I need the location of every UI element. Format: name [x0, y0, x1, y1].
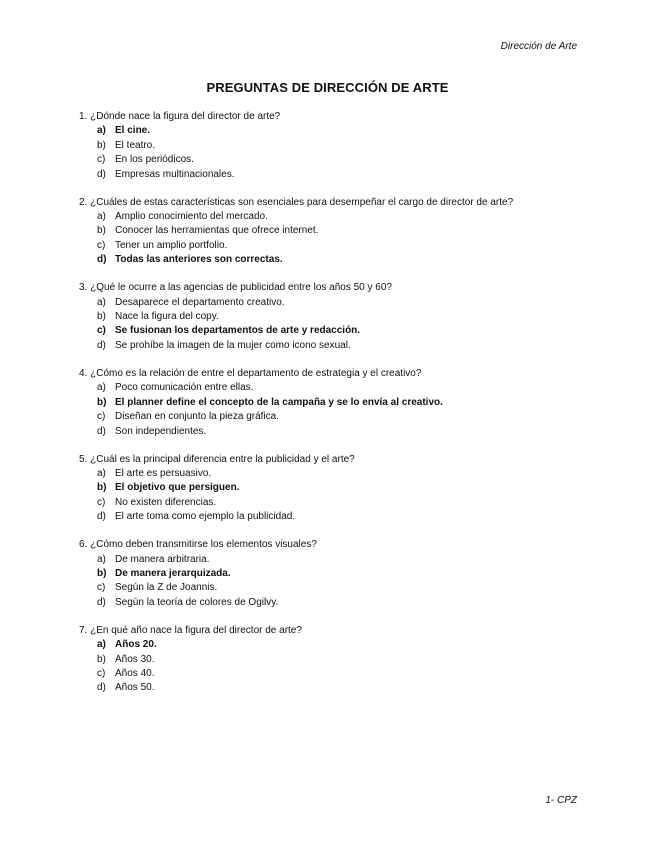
question-number: 7.: [79, 624, 88, 636]
answer-letter: b): [97, 225, 106, 237]
answer-letter: a): [97, 125, 106, 137]
question-number: 4.: [79, 367, 88, 379]
answer-text: El teatro.: [115, 139, 156, 151]
answer-letter: a): [97, 467, 106, 479]
answer-option: [79, 425, 579, 439]
answer-text: Todas las anteriores son correctas.: [115, 254, 283, 266]
answer-letter: a): [97, 553, 106, 565]
answer-option-correct: [79, 324, 579, 338]
answer-letter: d): [97, 425, 106, 437]
answer-text: Amplio conocimiento del mercado.: [115, 211, 268, 223]
answer-text: Desaparece el departamento creativo.: [115, 296, 285, 308]
answer-text: En los periódicos.: [115, 154, 194, 166]
answer-text: El objetivo que persiguen.: [115, 482, 240, 494]
question-label: ¿Dónde nace la figura del director de arte?: [90, 111, 281, 122]
answer-option: [79, 667, 579, 681]
answer-option: [79, 296, 579, 310]
answer-text: No existen diferencias.: [115, 496, 217, 508]
question-6: [79, 538, 579, 610]
answer-letter: a): [97, 296, 106, 308]
answer-text: Se fusionan los departamentos de arte y redacción.: [115, 325, 361, 337]
answer-text: Conocer las herramientas que ofrece internet.: [115, 225, 319, 237]
answer-list: [79, 296, 579, 354]
answer-letter: b): [97, 311, 106, 323]
question-label: ¿Cuáles de estas características son esenciales para desempeñar el cargo de director de arte?: [90, 196, 514, 208]
answer-text: Años 20.: [115, 639, 157, 651]
answer-text: Tener un amplio portfolio.: [115, 239, 228, 251]
answer-option: [79, 224, 579, 238]
answer-option: [79, 210, 579, 224]
answer-letter: b): [97, 396, 107, 408]
answer-option: [79, 653, 579, 667]
answer-letter: b): [97, 653, 106, 665]
answer-list: [79, 124, 579, 182]
answer-text: El arte es persuasivo.: [115, 467, 212, 479]
answer-text: Son independientes.: [115, 425, 207, 437]
answer-letter: d): [97, 682, 106, 694]
question-5: [79, 453, 579, 525]
answer-text: El planner define el concepto de la campaña y se lo envía al creativo.: [115, 396, 443, 408]
answer-letter: c): [97, 325, 106, 337]
answer-option: [79, 410, 579, 424]
answer-text: Nace la figura del copy.: [115, 311, 219, 323]
question-7: [79, 624, 579, 696]
question-text: [79, 624, 579, 638]
answer-letter: b): [97, 482, 107, 494]
answer-text: Empresas multinacionales.: [115, 168, 235, 180]
answer-option: [79, 510, 579, 524]
question-label: ¿Cuál es la principal diferencia entre la publicidad y el arte?: [90, 453, 355, 465]
question-text: [79, 453, 579, 467]
answer-text: El arte toma como ejemplo la publicidad.: [115, 511, 296, 523]
answer-list: [79, 381, 579, 439]
answer-letter: d): [97, 168, 106, 180]
answer-option: [79, 339, 579, 353]
answer-letter: c): [97, 496, 106, 508]
answer-text: Años 50.: [115, 682, 155, 694]
question-text: [79, 538, 579, 552]
answer-option: [79, 553, 579, 567]
question-list: [79, 110, 579, 709]
running-header: Dirección de Arte: [500, 41, 577, 52]
question-number: 1.: [79, 111, 88, 122]
answer-text: Se prohíbe la imagen de la mujer como icono sexual.: [115, 339, 351, 351]
answer-option: [79, 596, 579, 610]
answer-option-correct: [79, 253, 579, 267]
answer-text: Años 30.: [115, 653, 155, 665]
answer-option: [79, 496, 579, 510]
answer-letter: d): [97, 596, 106, 608]
answer-option: [79, 581, 579, 595]
answer-option: [79, 310, 579, 324]
answer-option: [79, 239, 579, 253]
answer-letter: c): [97, 411, 106, 423]
answer-option: [79, 153, 579, 167]
answer-text: Diseñan en conjunto la pieza gráfica.: [115, 411, 279, 423]
answer-letter: a): [97, 211, 106, 223]
answer-letter: d): [97, 339, 106, 351]
answer-option: [79, 168, 579, 182]
answer-option: [79, 139, 579, 153]
question-text: [79, 110, 579, 124]
question-label: ¿Cómo es la relación de entre el departamento de estrategia y el creativo?: [90, 367, 422, 379]
answer-letter: b): [97, 139, 106, 151]
question-2: [79, 196, 579, 268]
question-text: [79, 281, 579, 295]
answer-option-correct: [79, 396, 579, 410]
question-label: ¿Qué le ocurre a las agencias de publicidad entre los años 50 y 60?: [90, 282, 392, 294]
answer-text: Según la teoría de colores de Ogilvy.: [115, 596, 279, 608]
answer-letter: a): [97, 382, 106, 394]
answer-text: Poco comunicación entre ellas.: [115, 382, 254, 394]
answer-option-correct: [79, 124, 579, 138]
answer-text: Años 40.: [115, 667, 155, 679]
question-number: 5.: [79, 453, 88, 465]
question-text: [79, 367, 579, 381]
question-label: ¿En qué año nace la figura del director de arte?: [90, 624, 302, 636]
answer-letter: d): [97, 254, 107, 266]
answer-letter: d): [97, 511, 106, 523]
answer-letter: c): [97, 582, 106, 594]
question-number: 2.: [79, 196, 88, 208]
answer-list: [79, 210, 579, 268]
question-text: [79, 196, 579, 210]
page-title: PREGUNTAS DE DIRECCIÓN DE ARTE: [206, 80, 449, 95]
answer-text: Según la Z de Joannis.: [115, 582, 218, 594]
answer-text: De manera arbitraria.: [115, 553, 210, 565]
answer-option: [79, 381, 579, 395]
question-1: [79, 110, 579, 182]
question-4: [79, 367, 579, 439]
answer-list: [79, 553, 579, 611]
answer-letter: c): [97, 154, 106, 166]
answer-letter: a): [97, 639, 106, 651]
answer-letter: c): [97, 239, 106, 251]
answer-text: De manera jerarquizada.: [115, 567, 231, 579]
answer-letter: b): [97, 567, 107, 579]
answer-letter: c): [97, 667, 106, 679]
answer-option-correct: [79, 481, 579, 495]
question-label: ¿Cómo deben transmitirse los elementos visuales?: [90, 539, 317, 551]
answer-option-correct: [79, 638, 579, 652]
answer-option: [79, 467, 579, 481]
page-footer: 1- CPZ: [545, 795, 577, 806]
question-number: 6.: [79, 539, 88, 551]
question-number: 3.: [79, 282, 88, 294]
answer-option: [79, 681, 579, 695]
question-3: [79, 281, 579, 353]
answer-text: El cine.: [115, 125, 151, 137]
answer-list: [79, 638, 579, 696]
answer-list: [79, 467, 579, 525]
answer-option-correct: [79, 567, 579, 581]
